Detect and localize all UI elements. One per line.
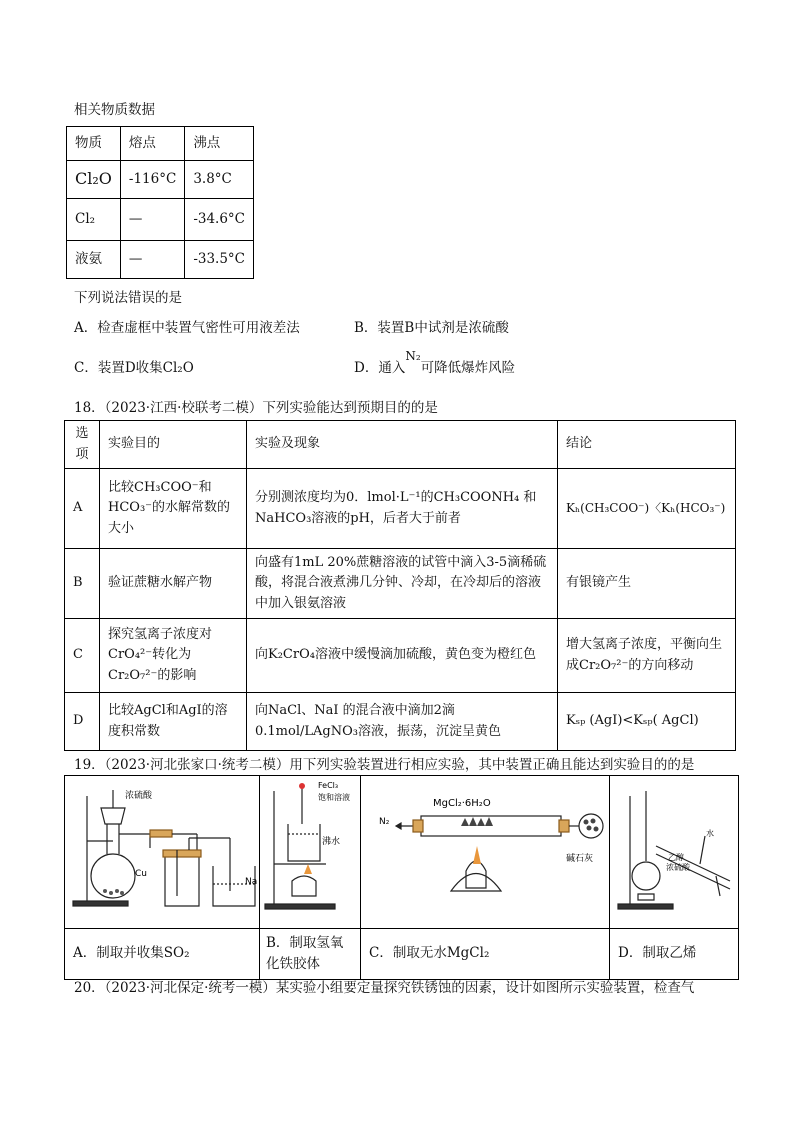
q17-option-d — [354, 349, 516, 376]
table-row — [65, 549, 736, 619]
q17-option-b: B．装置B中试剂是浓硫酸 — [354, 320, 509, 336]
table-row — [65, 693, 736, 751]
cell-option: B — [65, 549, 100, 619]
label-mgcl2: MgCl₂·6H₂O — [433, 798, 491, 809]
apparatus-table — [64, 775, 739, 980]
cell-mp: — — [120, 199, 184, 241]
cell-purpose: 验证蔗糖水解产物 — [100, 549, 247, 619]
cell-option: C — [65, 619, 100, 693]
figure-d — [610, 776, 739, 929]
experiment-table — [64, 420, 736, 751]
label-ethanol: 乙醇 — [668, 853, 684, 862]
label-naoh: Na — [245, 877, 258, 887]
label-acid: 浓硫酸 — [125, 791, 153, 801]
cell-option: D — [65, 693, 100, 751]
label-water: 水 — [706, 829, 714, 838]
cell-mp: — — [120, 241, 184, 279]
header-substance: 物质 — [67, 127, 121, 161]
q18-stem: 18．（2023·江西·校联考二模）下列实验能达到预期目的的是 — [74, 400, 438, 416]
cell-substance: Cl₂O — [67, 161, 121, 199]
cell-conclusion: 有银镜产生 — [558, 549, 736, 619]
cell-bp: 3.8°C — [185, 161, 254, 199]
caption-b: B．制取氢氧化铁胶体 — [260, 928, 361, 979]
cell-mp: -116°C — [120, 161, 184, 199]
section-label: 相关物质数据 — [74, 102, 155, 118]
q17-option-c: C．装置D收集Cl₂O — [74, 360, 194, 376]
figure-c-drawing — [361, 776, 609, 921]
label-cu: Cu — [135, 869, 147, 879]
figure-d-drawing — [610, 776, 738, 921]
q17-option-a: A．检查虚框中装置气密性可用液差法 — [74, 320, 300, 336]
figure-c — [361, 776, 610, 929]
table-row — [65, 619, 736, 693]
cell-procedure: 向K₂CrO₄溶液中缓慢滴加硫酸，黄色变为橙红色 — [247, 619, 558, 693]
caption-d: D．制取乙烯 — [610, 928, 739, 979]
table-row — [67, 199, 254, 241]
figure-b — [260, 776, 361, 929]
q17-stem: 下列说法错误的是 — [74, 290, 182, 306]
q17-d-gas: N₂ — [405, 349, 421, 363]
header-conclusion: 结论 — [558, 421, 736, 469]
q20-stem: 20．（2023·河北保定·统考一模）某实验小组要定量探究铁锈蚀的因素，设计如图所示实验装置，检查气 — [74, 980, 695, 996]
cell-substance: Cl₂ — [67, 199, 121, 241]
properties-table — [66, 126, 254, 279]
label-saturated: 饱和溶液 — [318, 793, 350, 802]
table-row — [65, 469, 736, 549]
cell-bp: -34.6°C — [185, 199, 254, 241]
caption-c: C．制取无水MgCl₂ — [361, 928, 610, 979]
label-acid-d: 浓硫酸 — [666, 863, 690, 872]
label-n2: N₂ — [379, 817, 390, 827]
table-row — [67, 161, 254, 199]
q17-d-pre: D．通入 — [354, 360, 406, 376]
cell-purpose: 比较AgCl和AgI的溶度积常数 — [100, 693, 247, 751]
cell-conclusion: Kₛₚ (AgI)<Kₛₚ( AgCl) — [558, 693, 736, 751]
cell-bp: -33.5°C — [185, 241, 254, 279]
figure-a-drawing — [65, 776, 259, 921]
header-procedure: 实验及现象 — [247, 421, 558, 469]
q19-stem: 19．（2023·河北张家口·统考二模）用下列实验装置进行相应实验，其中装置正确且能达到实验目的的是 — [74, 757, 695, 773]
caption-a: A．制取并收集SO₂ — [65, 928, 260, 979]
table-row — [67, 241, 254, 279]
figure-a — [65, 776, 260, 929]
cell-procedure: 向盛有1mL 20%蔗糖溶液的试管中滴入3-5滴稀硫酸，将混合液煮沸几分钟、冷却，在冷却后的溶液中加入银氨溶液 — [247, 549, 558, 619]
header-bp: 沸点 — [185, 127, 254, 161]
cell-conclusion: 增大氢离子浓度，平衡向生成Cr₂O₇²⁻的方向移动 — [558, 619, 736, 693]
header-option: 选项 — [65, 421, 100, 469]
header-mp: 熔点 — [120, 127, 184, 161]
cell-procedure: 分别测浓度均为0．lmol·L⁻¹的CH₃COONH₄ 和NaHCO₃溶液的pH，后者大于前者 — [247, 469, 558, 549]
q17-d-post: 可降低爆炸风险 — [420, 360, 516, 376]
label-fecl3: FeCl₃ — [318, 781, 339, 790]
cell-option: A — [65, 469, 100, 549]
cell-conclusion: Kₕ(CH₃COO⁻)〈Kₕ(HCO₃⁻) — [558, 469, 736, 549]
figure-b-drawing — [260, 776, 360, 921]
cell-substance: 液氨 — [67, 241, 121, 279]
header-purpose: 实验目的 — [100, 421, 247, 469]
label-boiling-water: 沸水 — [322, 837, 341, 847]
cell-purpose: 探究氢离子浓度对CrO₄²⁻转化为Cr₂O₇²⁻的影响 — [100, 619, 247, 693]
cell-procedure: 向NaCl、NaI 的混合液中滴加2滴0.1mol/LAgNO₃溶液，振荡，沉淀呈黄色 — [247, 693, 558, 751]
cell-purpose: 比较CH₃COO⁻和HCO₃⁻的水解常数的大小 — [100, 469, 247, 549]
label-soda-lime: 碱石灰 — [566, 854, 594, 864]
